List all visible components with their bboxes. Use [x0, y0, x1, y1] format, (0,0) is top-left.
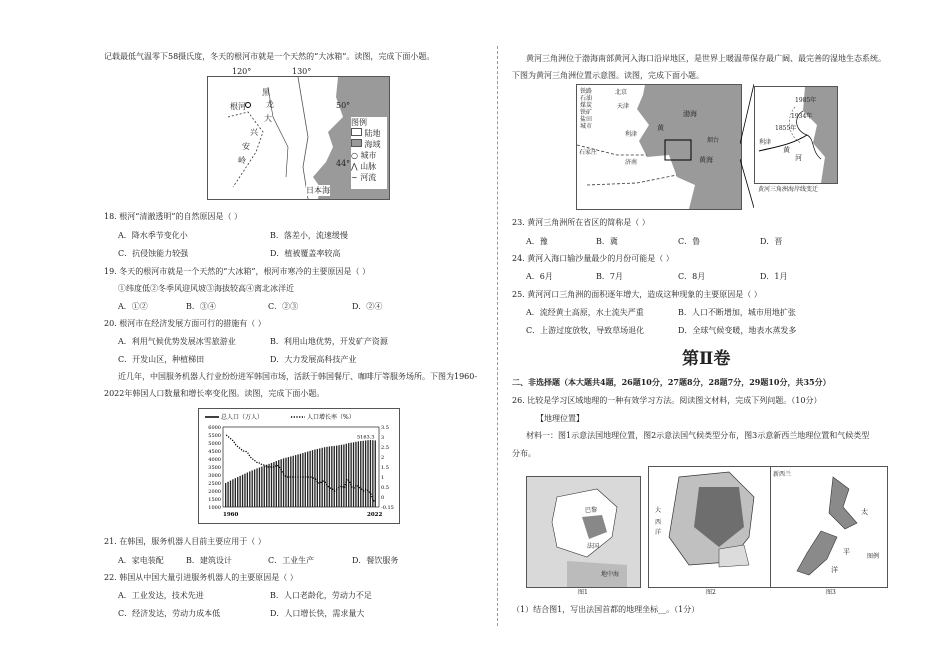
population-bar	[331, 446, 332, 507]
legend-salt: 盐田	[580, 116, 593, 123]
place-shijiazhuang: 石家庄	[579, 149, 598, 156]
q24-option-a[interactable]: A．6月	[526, 272, 553, 281]
population-bar	[365, 440, 366, 507]
figure-3-new-zealand	[770, 466, 888, 588]
y-right-tick-label: 3	[381, 435, 385, 441]
lat-44: 44°	[336, 159, 351, 168]
q20-option-a[interactable]: A．利用气候优势发展冰雪旅游业	[118, 337, 236, 346]
delta-map-sea	[637, 85, 741, 209]
fig1-paris: 巴黎	[585, 507, 598, 514]
population-bar	[244, 474, 245, 507]
inset-connector	[740, 84, 754, 208]
q22-stem: 22. 韩国从中国大量引进服务机器人的主要原因是（ ）	[104, 573, 298, 582]
data-label-final-population: 5163.3	[357, 434, 375, 441]
q19-statements: ①纬度低②冬季风迎风坡③海拔较高④离北冰洋近	[118, 284, 294, 293]
q23-option-a[interactable]: A．豫	[526, 237, 548, 246]
q19-option-a[interactable]: A．①②	[118, 302, 148, 311]
population-bar	[247, 473, 248, 507]
place-huang: 黄	[657, 124, 664, 132]
y-left-tick-label: 5000	[208, 441, 221, 447]
q18-stem: 18. 根河“清澈透明”的自然原因是（ ）	[104, 212, 242, 221]
fig1-caption: 图1	[578, 589, 588, 596]
q23-option-c[interactable]: C．鲁	[678, 237, 701, 246]
fig2-caption: 图2	[706, 589, 716, 596]
y-right-tick-label: 2.5	[381, 445, 389, 451]
q25-option-b[interactable]: B．人口不断增加，城市用地扩张	[678, 308, 796, 317]
chart-legend	[205, 413, 355, 421]
y-right-tick-label: 0.5	[381, 485, 389, 491]
q18-option-c[interactable]: C．抗侵蚀能力较强	[118, 249, 189, 258]
population-bar	[336, 446, 337, 507]
population-bar	[355, 442, 356, 507]
fig3-tai: 太	[861, 508, 868, 516]
population-bar	[343, 444, 344, 507]
q22-option-b[interactable]: B．人口老龄化，劳动力不足	[270, 591, 372, 600]
q24-stem: 24. 黄河入海口输沙量最少的月份可能是（ ）	[512, 254, 674, 263]
fig2-ocean-yang: 洋	[655, 529, 662, 536]
fig2-svg	[649, 467, 772, 587]
q18-option-b[interactable]: B．落差小，流速缓慢	[270, 231, 348, 240]
y-left-tick-label: 2000	[208, 489, 221, 495]
population-bar	[295, 455, 296, 507]
q25-stem: 25. 黄河河口三角洲的面积逐年增大，造成这种现象的主要原因是（ ）	[512, 290, 762, 299]
legend-river: ∼ 河流	[351, 173, 377, 182]
population-bar	[350, 443, 351, 507]
legend-iron: 铁矿	[580, 109, 593, 116]
y-left-tick-label: 1000	[208, 505, 221, 511]
y-left-tick-label: 3000	[208, 473, 221, 479]
q23-option-d[interactable]: D．晋	[760, 237, 783, 246]
q22-option-a[interactable]: A．工业发达，技术先进	[118, 591, 204, 600]
population-bar	[288, 457, 289, 507]
inset-caption: 黄河三角洲海岸线变迁	[758, 186, 819, 193]
population-bar	[334, 446, 335, 507]
y-right-tick-label: 0	[381, 495, 385, 501]
population-bar	[375, 440, 376, 507]
population-bar	[329, 446, 330, 507]
population-bar	[297, 454, 298, 507]
legend-city2: 城市	[580, 123, 593, 130]
population-bar	[367, 440, 368, 507]
intro-text: 记载最低气温零下58摄氏度，冬天的根河市就是一个天然的“大冰箱”。读图，完成下面小题。	[104, 52, 435, 61]
q18-option-d[interactable]: D．植被覆盖率较高	[270, 249, 341, 258]
population-bar	[363, 441, 364, 507]
q23-option-b[interactable]: B．冀	[596, 237, 618, 246]
population-bar	[285, 458, 286, 507]
q26-part1: （1）结合图1，写出法国首都的地理坐标__。（1分）	[512, 605, 700, 614]
population-bar	[242, 475, 243, 507]
q25-option-c[interactable]: C．上游过度放牧，导致草场退化	[526, 326, 645, 335]
q20-option-d[interactable]: D．大力发展高科技产业	[270, 355, 357, 364]
place-lijin: 利津	[625, 131, 638, 138]
q24-option-d[interactable]: D．1月	[760, 272, 788, 281]
lon-130: 130°	[292, 67, 312, 76]
population-bar	[293, 456, 294, 507]
legend-mountain: ⋀ 山脉	[351, 162, 377, 171]
map-place-ling: 岭	[238, 156, 246, 165]
population-bar	[283, 458, 284, 507]
intro2-line1: 近几年，中国服务机器人行业纷纷进军韩国市场，活跃于韩国餐厅、咖啡厅等服务场所。下图为1960-	[118, 372, 478, 381]
population-bar	[254, 469, 255, 507]
population-bar	[341, 445, 342, 507]
q24-option-c[interactable]: C．8月	[678, 272, 706, 281]
population-bar	[239, 476, 240, 507]
inset-1934: 1934年	[791, 113, 813, 120]
population-bar	[302, 453, 303, 507]
fig3-caption: 图3	[826, 589, 836, 596]
population-bar	[322, 448, 323, 507]
q24-option-b[interactable]: B．7月	[596, 272, 623, 281]
chart-svg	[199, 409, 399, 523]
q23-stem: 23. 黄河三角洲所在省区的简称是（ ）	[512, 218, 650, 227]
section-heading: 二、非选择题（本大题共4题，26题10分，27题8分，28题7分，29题10分，共35分）	[512, 377, 831, 387]
population-bar	[271, 463, 272, 507]
population-bar	[268, 464, 269, 507]
population-bar	[309, 451, 310, 507]
place-yantai: 烟台	[707, 137, 720, 144]
inset-1855: 1855年	[775, 125, 797, 132]
place-jinan: 济南	[625, 159, 638, 166]
q21-stem: 21. 在韩国，服务机器人目前主要应用于（ ）	[104, 537, 266, 546]
q20-stem: 20. 根河市在经济发展方面可行的措施有（ ）	[104, 319, 266, 328]
q18-option-a[interactable]: A．降水季节变化小	[118, 231, 188, 240]
population-bar	[235, 478, 236, 507]
delta-map-legend	[580, 88, 592, 130]
q25-option-d[interactable]: D．全球气候变暖，地表水蒸发多	[678, 326, 797, 335]
fig3-svg	[771, 467, 887, 587]
map-place-an: 安	[242, 142, 250, 151]
intro2-line2: 2022年韩国人口数量和增长率变化图。读图，完成下面小题。	[104, 389, 325, 398]
fig3-yang: 洋	[831, 566, 838, 574]
delta-map-svg	[577, 85, 741, 209]
legend-land: 陆地	[351, 128, 387, 139]
column-divider	[497, 46, 498, 626]
population-bar	[259, 467, 260, 507]
y-left-tick-label: 4500	[208, 449, 221, 455]
material-1-line2: 分布。	[512, 449, 536, 458]
lat-50: 50°	[336, 101, 351, 110]
y-right-tick-label: 1	[381, 475, 385, 481]
map-place-xing: 兴	[250, 128, 258, 137]
map-border	[298, 77, 308, 199]
yellow-river-delta-map	[576, 84, 742, 210]
q19-option-b[interactable]: B．③④	[186, 302, 216, 311]
population-bar	[290, 456, 291, 507]
map-legend	[351, 117, 387, 189]
q19-option-d[interactable]: D．②④	[352, 302, 383, 311]
fig3-legend: 图例	[867, 553, 880, 560]
inset-he: 河	[795, 154, 802, 162]
legend-oil: 石油	[580, 95, 593, 102]
q21-option-c[interactable]: C．工业生产	[268, 556, 315, 565]
inset-huang: 黄	[783, 146, 790, 154]
x-tick-label: 2022	[367, 512, 383, 518]
q20-option-c[interactable]: C．开发山区，种植梯田	[118, 355, 205, 364]
legend-coal: 煤炭	[580, 102, 593, 109]
population-bar	[348, 443, 349, 507]
y-left-tick-label: 3500	[208, 465, 221, 471]
q20-option-b[interactable]: B．利用山地优势，开发矿产资源	[270, 337, 388, 346]
map-place-genhe: 根河	[230, 102, 246, 111]
q21-option-d[interactable]: D．餐饮服务	[352, 556, 399, 565]
population-bar	[305, 452, 306, 507]
population-bar	[360, 441, 361, 507]
fig1-svg	[527, 477, 640, 587]
q25-option-a[interactable]: A．流经黄土高原，水土流失严重	[526, 308, 644, 317]
population-bar	[319, 448, 320, 507]
map-place-hei: 黑	[262, 88, 270, 97]
y-right-tick-label: 1.5	[381, 465, 389, 471]
q21-option-a[interactable]: A．家电装配	[118, 556, 164, 565]
y-right-tick-label: -0.15	[381, 505, 394, 511]
population-bar	[338, 445, 339, 507]
map-place-da: 大	[264, 114, 272, 123]
q26-stem: 26. 比较是学习区域地理的一种有效学习方法。阅读图文材料，完成下列问题。（10分）	[512, 396, 822, 405]
population-bar	[261, 467, 262, 507]
population-bar	[249, 471, 250, 507]
population-bar	[280, 459, 281, 507]
legend-city: ○ 城市	[351, 151, 377, 160]
population-bar	[346, 444, 347, 507]
y-left-tick-label: 5500	[208, 433, 221, 439]
legend-population-label: 总人口（万人）	[221, 414, 264, 421]
part-two-title: 第Ⅱ卷	[682, 349, 731, 369]
map-place-japansea: 日本海	[306, 186, 330, 195]
genhe-map	[207, 76, 390, 200]
population-bar	[324, 447, 325, 507]
material-1-line1: 材料一：图1示意法国地理位置，图2示意法国气候类型分布，图3示意新西兰地理位置和气候类型	[526, 431, 870, 440]
population-bar	[225, 483, 226, 507]
q19-option-c[interactable]: C．②③	[268, 302, 299, 311]
city-genhe	[246, 103, 251, 108]
q22-option-c[interactable]: C．经济发达，劳动力成本低	[118, 609, 221, 618]
population-bar	[264, 466, 265, 507]
yellow-river-intro-1: 黄河三角洲位于渤海南部黄河入海口沿岸地区，是世界上暖温带保存最广阔、最完善的湿地生态系统。	[526, 54, 886, 63]
legend-title: 图例	[351, 118, 367, 127]
figure-1-france-location	[526, 476, 641, 588]
legend-sea: 海域	[351, 139, 387, 150]
population-bar	[227, 482, 228, 507]
fig1-med: 地中海	[601, 571, 620, 578]
lon-120: 120°	[232, 67, 252, 76]
population-bar	[252, 470, 253, 507]
population-bar	[358, 441, 359, 507]
population-bar	[273, 462, 274, 507]
fig1-france: 法国	[587, 543, 600, 550]
place-beijing: 北京	[615, 89, 628, 96]
legend-growth-label: 人口增长率（%）	[307, 414, 355, 421]
inset-1985: 1985年	[795, 97, 817, 104]
inset-lijin: 利津	[759, 139, 772, 146]
fig3-nz-label: 新西兰	[773, 471, 792, 478]
legend-railway: 铁路	[580, 88, 593, 95]
yellow-river-intro-2: 下图为黄河三角洲位置示意图。读图，完成下面小题。	[512, 71, 704, 80]
population-bar	[326, 447, 327, 507]
population-bar	[317, 449, 318, 507]
fig2-ocean-xi: 西	[655, 519, 662, 526]
q19-stem: 19. 冬天的根河市就是一个天然的“大冰箱”，根河市寒冷的主要原因是（ ）	[104, 267, 370, 276]
y-left-tick-label: 1500	[208, 497, 221, 503]
fig3-ping: 平	[843, 548, 850, 556]
population-bar	[232, 479, 233, 507]
y-left-tick-label: 2500	[208, 481, 221, 487]
population-bar	[353, 442, 354, 507]
q22-option-d[interactable]: D．人口增长快，需求量大	[270, 609, 365, 618]
figure-2-france-climate	[648, 466, 773, 588]
place-yellowsea: 黄海	[699, 156, 713, 164]
population-bar	[307, 452, 308, 507]
population-bar	[300, 454, 301, 507]
korea-population-chart	[198, 408, 400, 524]
map-place-long: 龙	[266, 100, 274, 109]
q21-option-b[interactable]: B．建筑设计	[186, 556, 232, 565]
y-left-tick-label: 6000	[208, 425, 221, 431]
x-tick-label: 1960	[223, 512, 239, 518]
location-tag: 【地理位置】	[536, 414, 584, 423]
population-bar	[237, 477, 238, 507]
y-right-tick-label: 2	[381, 455, 385, 461]
delta-inset-map	[754, 86, 838, 184]
population-bar	[230, 481, 231, 507]
place-tianjin: 天津	[617, 103, 630, 110]
population-bar	[370, 440, 371, 507]
place-bohai: 渤海	[683, 110, 697, 118]
population-bar	[256, 468, 257, 507]
y-left-tick-label: 4000	[208, 457, 221, 463]
population-bar	[276, 461, 277, 507]
fig2-ocean-da: 大	[655, 507, 662, 514]
y-right-tick-label: 3.5	[381, 425, 389, 431]
population-bar	[314, 449, 315, 507]
population-bar	[266, 465, 267, 507]
